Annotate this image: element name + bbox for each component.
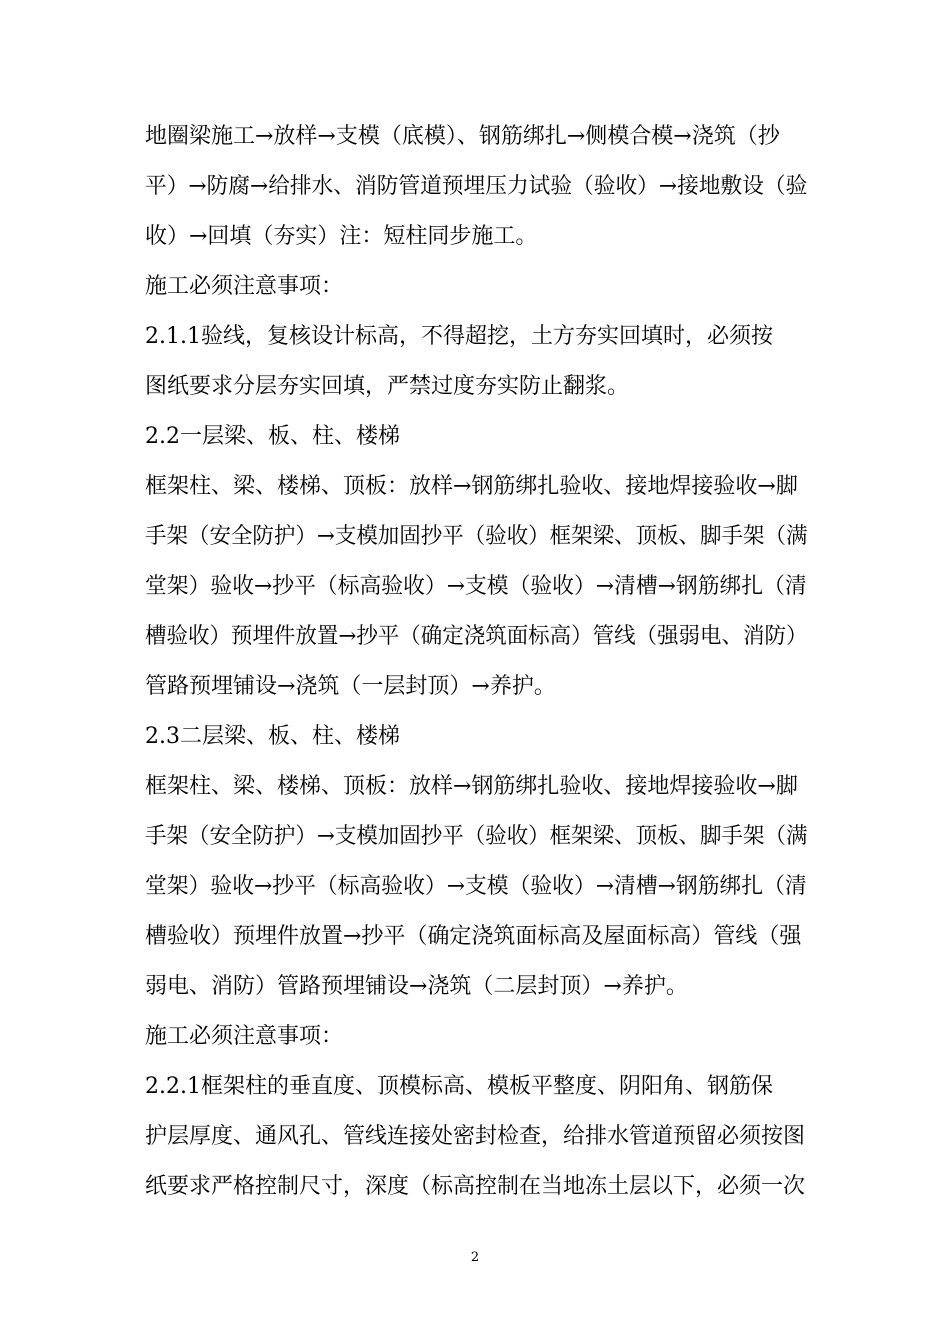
text-line: 堂架）验收→抄平（标高验收）→支模（验收）→清槽→钢筋绑扎（清 — [145, 874, 807, 899]
page-number: 2 — [470, 1250, 480, 1265]
text-line: 框架柱、梁、楼梯、顶板：放样→钢筋绑扎验收、接地焊接验收→脚 — [145, 474, 798, 499]
text-line: 地圈梁施工→放样→支模（底模）、钢筋绑扎→侧模合模→浇筑（抄 — [145, 124, 780, 149]
section-heading: 2.2一层梁、板、柱、楼梯 — [145, 424, 400, 449]
text-line: 弱电、消防）管路预埋铺设→浇筑（二层封顶）→养护。 — [145, 974, 688, 999]
section-heading: 施工必须注意事项： — [145, 274, 344, 299]
text-line: 2.1.1验线，复核设计标高，不得超挖，土方夯实回填时，必须按 — [145, 324, 773, 349]
text-line: 平）→防腐→给排水、消防管道预埋压力试验（验收）→接地敷设（验 — [145, 174, 808, 199]
text-line: 框架柱、梁、楼梯、顶板：放样→钢筋绑扎验收、接地焊接验收→脚 — [145, 774, 798, 799]
text-line: 图纸要求分层夯实回填，严禁过度夯实防止翻浆。 — [145, 374, 630, 399]
text-line: 收）→回填（夯实）注：短柱同步施工。 — [145, 224, 538, 249]
text-line: 纸要求严格控制尺寸，深度（标高控制在当地冻土层以下，必须一次 — [145, 1174, 806, 1199]
section-heading: 2.3二层梁、板、柱、楼梯 — [145, 724, 400, 749]
text-line: 槽验收）预埋件放置→抄平（确定浇筑面标高）管线（强弱电、消防） — [145, 624, 808, 649]
text-line: 护层厚度、通风孔、管线连接处密封检查，给排水管道预留必须按图 — [145, 1124, 806, 1149]
text-line: 手架（安全防护）→支模加固抄平（验收）框架梁、顶板、脚手架（满 — [145, 824, 808, 849]
text-line: 槽验收）预埋件放置→抄平（确定浇筑面标高及屋面标高）管线（强 — [145, 924, 802, 949]
text-line: 堂架）验收→抄平（标高验收）→支模（验收）→清槽→钢筋绑扎（清 — [145, 574, 807, 599]
text-line: 2.2.1框架柱的垂直度、顶模标高、模板平整度、阴阳角、钢筋保 — [145, 1074, 773, 1099]
text-line: 手架（安全防护）→支模加固抄平（验收）框架梁、顶板、脚手架（满 — [145, 524, 808, 549]
section-heading: 施工必须注意事项： — [145, 1024, 344, 1049]
text-line: 管路预埋铺设→浇筑（一层封顶）→养护。 — [145, 674, 556, 699]
